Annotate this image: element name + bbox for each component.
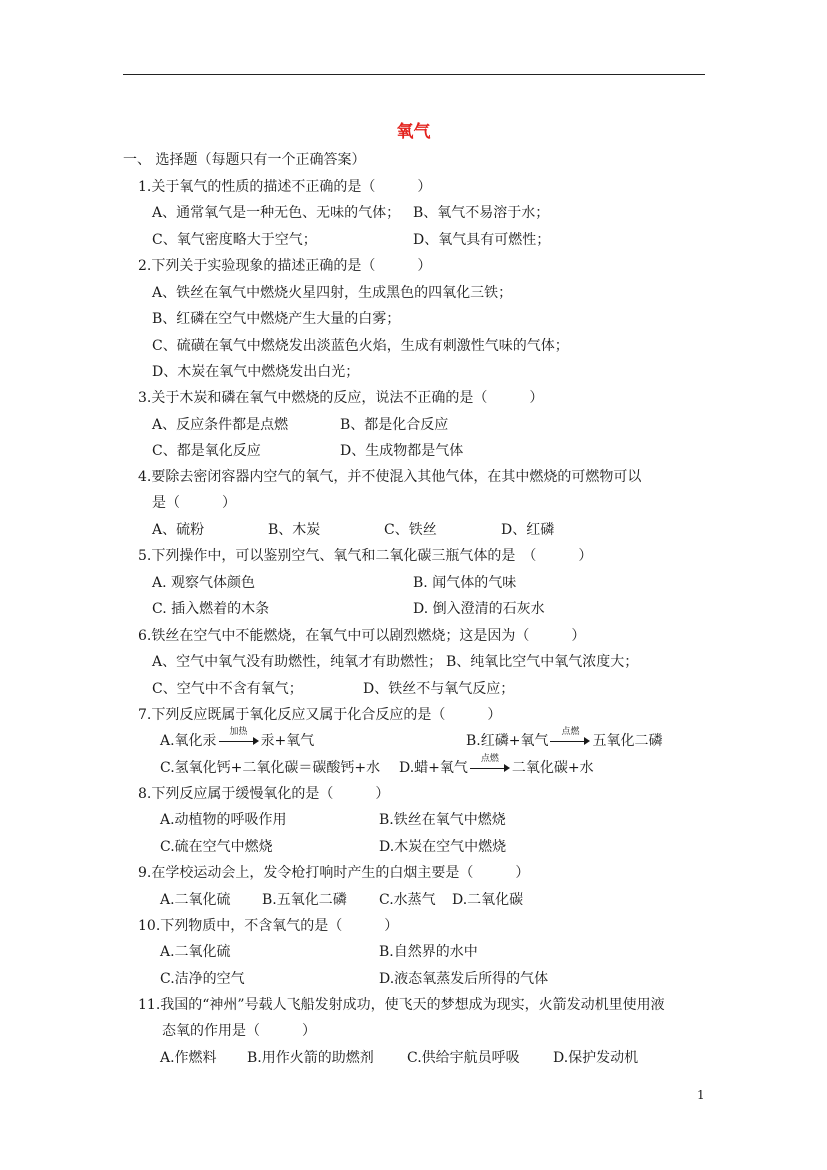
q11-stem-cont: 态氧的作用是（ ）: [162, 1023, 316, 1039]
q4-option-b: B、木炭: [268, 522, 321, 538]
q7-option-b: [466, 727, 663, 750]
q3-option-b: B、都是化合反应: [340, 417, 449, 433]
page-title: 氧气: [396, 122, 431, 142]
q2-option-c: C、硫磺在氧气中燃烧发出淡蓝色火焰，生成有刺激性气味的气体；: [152, 338, 569, 354]
q11-stem: 11.我国的“神州”号载人飞船发射成功，使飞天的梦想成为现实，火箭发动机里使用液: [138, 997, 665, 1013]
q1-option-c: C、氧气密度略大于空气；: [152, 232, 317, 248]
q2-option-b: B、红磷在空气中燃烧产生大量的白雾；: [152, 311, 401, 327]
q9-option-d: D.二氧化碳: [452, 892, 524, 908]
q3-option-c: C、都是氧化反应: [152, 443, 261, 459]
q1-option-d: D、氧气具有可燃性；: [413, 232, 551, 248]
q9-option-b: B.五氧化二磷: [262, 892, 347, 908]
q6-option-a: A、空气中氧气没有助燃性，纯氧才有助燃性；: [152, 654, 443, 670]
q6-option-d: D、铁丝不与氧气反应；: [363, 681, 515, 697]
q7-option-d: [399, 754, 594, 777]
reaction-arrow-icon: [470, 754, 510, 775]
q7-d-condition: 点燃: [480, 754, 499, 764]
q9-option-c: C.水蒸气: [379, 892, 436, 908]
q10-option-a: A.二氧化硫: [160, 944, 231, 960]
q7-stem: 7.下列反应既属于氧化反应又属于化合反应的是（ ）: [138, 707, 502, 723]
q7-b-product: 五氧化二磷: [592, 733, 663, 749]
q2-option-d: D、木炭在氧气中燃烧发出白光；: [152, 364, 360, 380]
header-rule: [123, 74, 705, 75]
q8-option-d: D.木炭在空气中燃烧: [379, 839, 507, 855]
q4-option-a: A、硫粉: [152, 522, 205, 538]
q11-option-d: D.保护发动机: [553, 1050, 639, 1066]
q11-option-c: C.供给宇航员呼吸: [407, 1050, 520, 1066]
q11-option-b: B.用作火箭的助燃剂: [247, 1050, 374, 1066]
q5-option-d: D. 倒入澄清的石灰水: [413, 601, 545, 617]
reaction-arrow-icon: [219, 727, 259, 748]
q3-option-d: D、生成物都是气体: [340, 443, 464, 459]
q1-option-a: A、通常氧气是一种无色、无味的气体；: [152, 205, 401, 221]
q10-stem: 10.下列物质中，不含氧气的是（ ）: [138, 918, 399, 934]
page-number: 1: [697, 1088, 705, 1102]
q4-stem-cont: 是（ ）: [152, 495, 236, 511]
q4-stem: 4.要除去密闭容器内空气的氧气，并不使混入其他气体，在其中燃烧的可燃物可以: [138, 469, 642, 485]
q5-stem: 5.下列操作中，可以鉴别空气、氧气和二氧化碳三瓶气体的是 （ ）: [138, 548, 593, 564]
q9-option-a: A.二氧化硫: [160, 892, 231, 908]
q6-option-c: C、空气中不含有氧气；: [152, 681, 303, 697]
q8-option-a: A.动植物的呼吸作用: [160, 812, 287, 828]
q7-option-c: C.氢氧化钙+二氧化碳＝碳酸钙+水: [160, 760, 381, 776]
q10-option-b: B.自然界的水中: [379, 944, 478, 960]
q8-stem: 8.下列反应属于缓慢氧化的是（ ）: [138, 786, 390, 802]
q8-option-c: C.硫在空气中燃烧: [160, 839, 273, 855]
q5-option-c: C. 插入燃着的木条: [152, 601, 270, 617]
q1-stem: 1.关于氧气的性质的描述不正确的是（ ）: [138, 179, 432, 195]
q1-option-b: B、氧气不易溶于水；: [413, 205, 550, 221]
q9-stem: 9.在学校运动会上，发令枪打响时产生的白烟主要是（ ）: [138, 865, 530, 881]
q7-a-condition: 加热: [229, 727, 248, 737]
q7-d-reactant: D.蜡+氧气: [399, 760, 468, 776]
q4-option-c: C、铁丝: [384, 522, 437, 538]
q3-option-a: A、反应条件都是点燃: [152, 417, 289, 433]
q6-option-b: B、纯氧比空气中氧气浓度大；: [446, 654, 639, 670]
q4-option-d: D、红磷: [501, 522, 555, 538]
q3-stem: 3.关于木炭和磷在氧气中燃烧的反应，说法不正确的是（ ）: [138, 390, 544, 406]
q10-option-d: D.液态氧蒸发后所得的气体: [379, 971, 549, 987]
q2-stem: 2.下列关于实验现象的描述正确的是（ ）: [138, 258, 432, 274]
q8-option-b: B.铁丝在氧气中燃烧: [379, 812, 506, 828]
q11-option-a: A.作燃料: [160, 1050, 217, 1066]
q7-b-condition: 点燃: [561, 727, 580, 737]
q5-option-b: B. 闻气体的气味: [413, 575, 517, 591]
q7-d-product: 二氧化碳+水: [511, 760, 594, 776]
q7-b-reactant: B.红磷+氧气: [466, 733, 549, 749]
q10-option-c: C.洁净的空气: [160, 971, 245, 987]
q5-option-a: A. 观察气体颜色: [152, 575, 256, 591]
section-heading: 一、 选择题（每题只有一个正确答案）: [123, 152, 366, 168]
q7-a-product: 汞+氧气: [260, 733, 315, 749]
q6-stem: 6.铁丝在空气中不能燃烧，在氧气中可以剧烈燃烧；这是因为（ ）: [138, 628, 586, 644]
q7-option-a: [160, 727, 315, 750]
reaction-arrow-icon: [550, 727, 590, 748]
q7-a-reactant: A.氧化汞: [160, 733, 217, 749]
q2-option-a: A、铁丝在氧气中燃烧火星四射，生成黑色的四氧化三铁；: [152, 285, 513, 301]
